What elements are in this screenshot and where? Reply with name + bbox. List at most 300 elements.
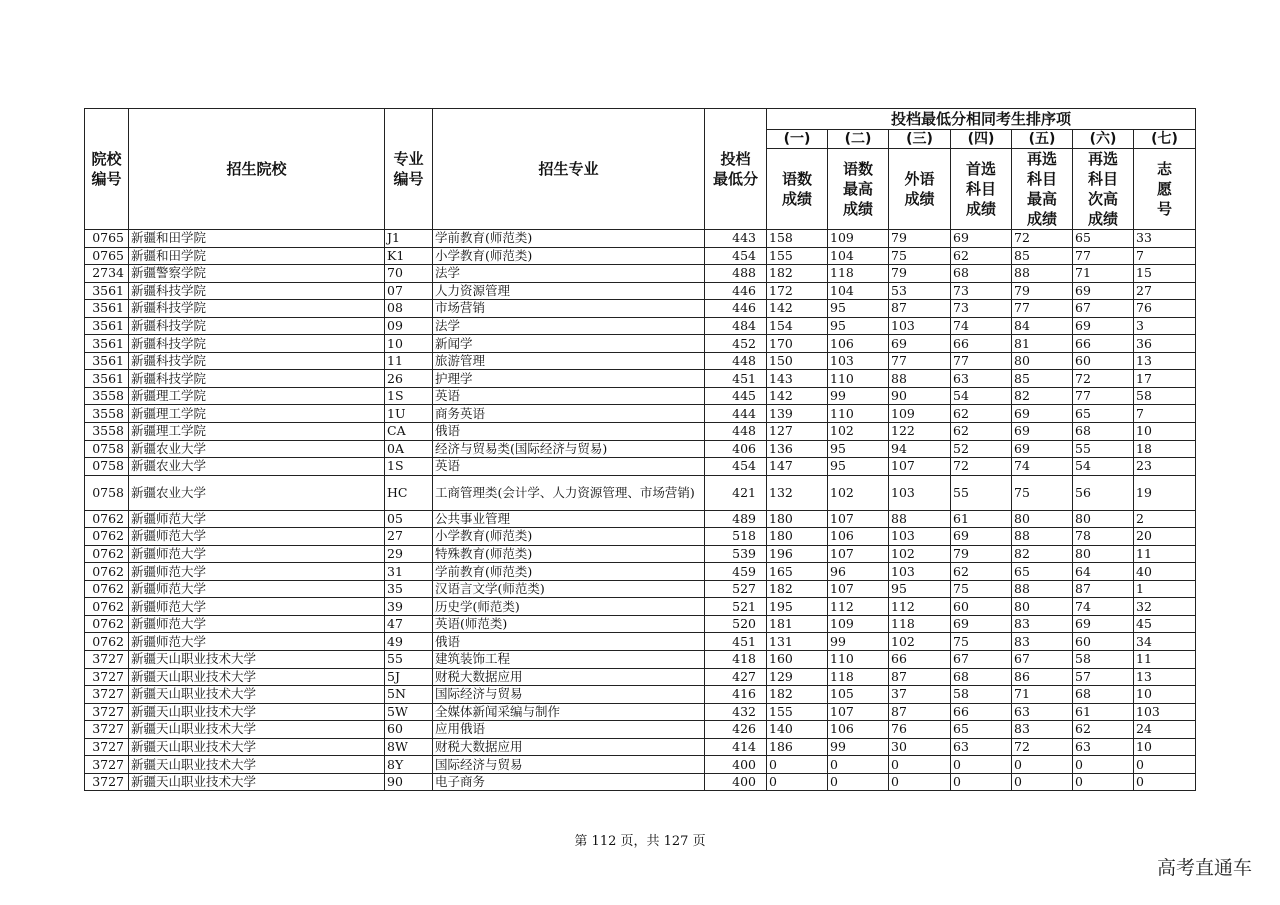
- cell-tiebreak-5: 72: [1012, 738, 1073, 756]
- cell-tiebreak-4: 68: [951, 668, 1012, 686]
- table-row: [85, 721, 1196, 739]
- cell-major-code: 07: [385, 282, 433, 300]
- cell-school-code: 0762: [85, 545, 129, 563]
- cell-tiebreak-5: 67: [1012, 651, 1073, 669]
- table-row: [85, 370, 1196, 388]
- cell-major-name: 汉语言文学(师范类): [433, 580, 705, 598]
- cell-tiebreak-2: 106: [828, 335, 889, 353]
- cell-major-code: 70: [385, 265, 433, 283]
- cell-major-code: 1S: [385, 387, 433, 405]
- cell-major-name: 财税大数据应用: [433, 738, 705, 756]
- table-row: [85, 668, 1196, 686]
- cell-tiebreak-4: 69: [951, 528, 1012, 546]
- table-row: [85, 738, 1196, 756]
- table-row: [85, 247, 1196, 265]
- header-tiebreak-num: (一): [767, 130, 828, 149]
- cell-tiebreak-5: 85: [1012, 247, 1073, 265]
- cell-tiebreak-7: 17: [1134, 370, 1196, 388]
- cell-school-code: 3558: [85, 423, 129, 441]
- table-row: [85, 440, 1196, 458]
- cell-tiebreak-1: 160: [767, 651, 828, 669]
- cell-min-score: 432: [705, 703, 767, 721]
- cell-tiebreak-2: 99: [828, 387, 889, 405]
- cell-major-name: 公共事业管理: [433, 510, 705, 528]
- header-tiebreak-label: 首选 科目 成绩: [951, 149, 1012, 230]
- cell-major-code: 08: [385, 300, 433, 318]
- cell-tiebreak-2: 107: [828, 580, 889, 598]
- cell-min-score: 454: [705, 247, 767, 265]
- cell-tiebreak-7: 58: [1134, 387, 1196, 405]
- cell-tiebreak-5: 84: [1012, 317, 1073, 335]
- cell-tiebreak-5: 82: [1012, 387, 1073, 405]
- cell-tiebreak-2: 99: [828, 633, 889, 651]
- cell-major-code: 35: [385, 580, 433, 598]
- table-row: [85, 458, 1196, 476]
- cell-min-score: 416: [705, 686, 767, 704]
- cell-school-name: 新疆科技学院: [129, 370, 385, 388]
- cell-tiebreak-6: 80: [1073, 545, 1134, 563]
- cell-tiebreak-7: 36: [1134, 335, 1196, 353]
- table-row: [85, 528, 1196, 546]
- cell-school-code: 3561: [85, 300, 129, 318]
- cell-min-score: 443: [705, 230, 767, 248]
- cell-min-score: 520: [705, 615, 767, 633]
- cell-min-score: 427: [705, 668, 767, 686]
- cell-tiebreak-2: 102: [828, 475, 889, 510]
- header-tiebreak-label: 外语 成绩: [889, 149, 951, 230]
- cell-min-score: 421: [705, 475, 767, 510]
- cell-tiebreak-7: 10: [1134, 686, 1196, 704]
- table-row: [85, 545, 1196, 563]
- cell-tiebreak-2: 95: [828, 458, 889, 476]
- cell-tiebreak-4: 77: [951, 352, 1012, 370]
- cell-tiebreak-2: 112: [828, 598, 889, 616]
- cell-tiebreak-6: 68: [1073, 686, 1134, 704]
- cell-major-code: 47: [385, 615, 433, 633]
- cell-tiebreak-5: 65: [1012, 563, 1073, 581]
- cell-tiebreak-3: 76: [889, 721, 951, 739]
- cell-tiebreak-5: 80: [1012, 510, 1073, 528]
- cell-school-code: 3727: [85, 668, 129, 686]
- cell-min-score: 454: [705, 458, 767, 476]
- cell-school-code: 0762: [85, 598, 129, 616]
- cell-major-name: 俄语: [433, 423, 705, 441]
- cell-major-code: J1: [385, 230, 433, 248]
- cell-tiebreak-4: 63: [951, 738, 1012, 756]
- cell-tiebreak-6: 0: [1073, 773, 1134, 791]
- cell-tiebreak-4: 73: [951, 282, 1012, 300]
- cell-school-name: 新疆理工学院: [129, 423, 385, 441]
- cell-school-name: 新疆师范大学: [129, 545, 385, 563]
- cell-tiebreak-7: 19: [1134, 475, 1196, 510]
- cell-tiebreak-1: 129: [767, 668, 828, 686]
- cell-tiebreak-4: 0: [951, 756, 1012, 774]
- cell-tiebreak-7: 0: [1134, 756, 1196, 774]
- cell-major-name: 应用俄语: [433, 721, 705, 739]
- table-row: [85, 265, 1196, 283]
- cell-min-score: 418: [705, 651, 767, 669]
- cell-school-name: 新疆农业大学: [129, 440, 385, 458]
- cell-tiebreak-7: 7: [1134, 405, 1196, 423]
- cell-tiebreak-2: 109: [828, 615, 889, 633]
- cell-tiebreak-4: 65: [951, 721, 1012, 739]
- cell-tiebreak-1: 154: [767, 317, 828, 335]
- cell-tiebreak-1: 182: [767, 265, 828, 283]
- cell-tiebreak-2: 110: [828, 370, 889, 388]
- cell-tiebreak-4: 69: [951, 230, 1012, 248]
- cell-school-code: 0762: [85, 580, 129, 598]
- cell-min-score: 400: [705, 756, 767, 774]
- cell-tiebreak-6: 0: [1073, 756, 1134, 774]
- header-school-name: 招生院校: [129, 109, 385, 230]
- cell-tiebreak-3: 79: [889, 265, 951, 283]
- cell-major-name: 建筑装饰工程: [433, 651, 705, 669]
- cell-tiebreak-3: 88: [889, 510, 951, 528]
- cell-tiebreak-3: 77: [889, 352, 951, 370]
- table-row: [85, 300, 1196, 318]
- cell-school-name: 新疆天山职业技术大学: [129, 721, 385, 739]
- cell-major-name: 国际经济与贸易: [433, 756, 705, 774]
- cell-tiebreak-6: 72: [1073, 370, 1134, 388]
- cell-tiebreak-1: 150: [767, 352, 828, 370]
- cell-min-score: 451: [705, 370, 767, 388]
- cell-tiebreak-3: 53: [889, 282, 951, 300]
- table-row: [85, 773, 1196, 791]
- header-tiebreak-num: (五): [1012, 130, 1073, 149]
- header-major-name: 招生专业: [433, 109, 705, 230]
- table-row: [85, 423, 1196, 441]
- cell-tiebreak-2: 104: [828, 282, 889, 300]
- cell-min-score: 426: [705, 721, 767, 739]
- cell-min-score: 444: [705, 405, 767, 423]
- cell-tiebreak-4: 72: [951, 458, 1012, 476]
- header-tiebreak-label: 再选 科目 次高 成绩: [1073, 149, 1134, 230]
- header-tiebreak-label: 再选 科目 最高 成绩: [1012, 149, 1073, 230]
- cell-tiebreak-7: 76: [1134, 300, 1196, 318]
- cell-major-code: HC: [385, 475, 433, 510]
- cell-tiebreak-4: 62: [951, 563, 1012, 581]
- cell-major-code: 8Y: [385, 756, 433, 774]
- cell-min-score: 459: [705, 563, 767, 581]
- cell-min-score: 451: [705, 633, 767, 651]
- cell-school-code: 0765: [85, 230, 129, 248]
- cell-major-name: 小学教育(师范类): [433, 247, 705, 265]
- cell-tiebreak-5: 79: [1012, 282, 1073, 300]
- table-row: [85, 651, 1196, 669]
- cell-major-code: 26: [385, 370, 433, 388]
- cell-tiebreak-6: 66: [1073, 335, 1134, 353]
- cell-tiebreak-5: 83: [1012, 615, 1073, 633]
- cell-school-code: 3727: [85, 703, 129, 721]
- header-tiebreak-num: (二): [828, 130, 889, 149]
- cell-school-code: 0758: [85, 458, 129, 476]
- cell-tiebreak-3: 79: [889, 230, 951, 248]
- cell-tiebreak-3: 103: [889, 528, 951, 546]
- cell-major-name: 电子商务: [433, 773, 705, 791]
- cell-school-code: 0762: [85, 615, 129, 633]
- cell-major-code: 5N: [385, 686, 433, 704]
- cell-tiebreak-3: 112: [889, 598, 951, 616]
- cell-tiebreak-5: 83: [1012, 633, 1073, 651]
- cell-tiebreak-5: 82: [1012, 545, 1073, 563]
- cell-major-name: 法学: [433, 317, 705, 335]
- cell-tiebreak-1: 140: [767, 721, 828, 739]
- cell-school-name: 新疆天山职业技术大学: [129, 738, 385, 756]
- cell-major-name: 特殊教育(师范类): [433, 545, 705, 563]
- cell-tiebreak-7: 18: [1134, 440, 1196, 458]
- cell-min-score: 446: [705, 300, 767, 318]
- cell-tiebreak-1: 155: [767, 703, 828, 721]
- cell-tiebreak-3: 90: [889, 387, 951, 405]
- cell-school-name: 新疆师范大学: [129, 598, 385, 616]
- table-row: [85, 686, 1196, 704]
- cell-tiebreak-3: 107: [889, 458, 951, 476]
- cell-school-name: 新疆科技学院: [129, 317, 385, 335]
- cell-tiebreak-2: 96: [828, 563, 889, 581]
- cell-major-name: 经济与贸易类(国际经济与贸易): [433, 440, 705, 458]
- cell-school-name: 新疆师范大学: [129, 528, 385, 546]
- cell-min-score: 488: [705, 265, 767, 283]
- cell-tiebreak-1: 195: [767, 598, 828, 616]
- cell-tiebreak-1: 181: [767, 615, 828, 633]
- table-row: [85, 335, 1196, 353]
- cell-tiebreak-1: 0: [767, 756, 828, 774]
- cell-school-code: 3727: [85, 773, 129, 791]
- cell-school-name: 新疆科技学院: [129, 300, 385, 318]
- cell-tiebreak-1: 182: [767, 580, 828, 598]
- cell-tiebreak-5: 75: [1012, 475, 1073, 510]
- cell-school-name: 新疆天山职业技术大学: [129, 651, 385, 669]
- table-row: [85, 633, 1196, 651]
- cell-tiebreak-2: 0: [828, 756, 889, 774]
- cell-school-name: 新疆师范大学: [129, 615, 385, 633]
- cell-school-name: 新疆警察学院: [129, 265, 385, 283]
- cell-school-name: 新疆天山职业技术大学: [129, 668, 385, 686]
- cell-tiebreak-4: 73: [951, 300, 1012, 318]
- cell-major-name: 小学教育(师范类): [433, 528, 705, 546]
- cell-major-code: 90: [385, 773, 433, 791]
- cell-tiebreak-6: 56: [1073, 475, 1134, 510]
- cell-min-score: 484: [705, 317, 767, 335]
- cell-school-name: 新疆师范大学: [129, 633, 385, 651]
- cell-major-code: 05: [385, 510, 433, 528]
- cell-tiebreak-2: 118: [828, 668, 889, 686]
- table-row: [85, 230, 1196, 248]
- cell-tiebreak-6: 80: [1073, 510, 1134, 528]
- cell-school-code: 3561: [85, 352, 129, 370]
- cell-tiebreak-5: 80: [1012, 598, 1073, 616]
- admission-score-table: [84, 108, 1196, 791]
- cell-tiebreak-7: 7: [1134, 247, 1196, 265]
- cell-tiebreak-2: 105: [828, 686, 889, 704]
- cell-major-code: 31: [385, 563, 433, 581]
- cell-school-code: 2734: [85, 265, 129, 283]
- cell-major-code: 60: [385, 721, 433, 739]
- cell-school-code: 3558: [85, 387, 129, 405]
- cell-tiebreak-5: 63: [1012, 703, 1073, 721]
- cell-tiebreak-4: 60: [951, 598, 1012, 616]
- cell-major-name: 国际经济与贸易: [433, 686, 705, 704]
- cell-tiebreak-4: 58: [951, 686, 1012, 704]
- cell-tiebreak-6: 54: [1073, 458, 1134, 476]
- cell-min-score: 521: [705, 598, 767, 616]
- cell-tiebreak-6: 77: [1073, 247, 1134, 265]
- cell-tiebreak-3: 0: [889, 773, 951, 791]
- cell-tiebreak-7: 10: [1134, 423, 1196, 441]
- cell-tiebreak-3: 103: [889, 317, 951, 335]
- cell-tiebreak-6: 69: [1073, 317, 1134, 335]
- header-tiebreak-num: (七): [1134, 130, 1196, 149]
- cell-school-name: 新疆师范大学: [129, 580, 385, 598]
- cell-tiebreak-3: 94: [889, 440, 951, 458]
- table-row: [85, 387, 1196, 405]
- cell-tiebreak-6: 60: [1073, 352, 1134, 370]
- cell-tiebreak-1: 165: [767, 563, 828, 581]
- cell-tiebreak-7: 103: [1134, 703, 1196, 721]
- cell-tiebreak-6: 60: [1073, 633, 1134, 651]
- cell-tiebreak-7: 33: [1134, 230, 1196, 248]
- cell-school-name: 新疆天山职业技术大学: [129, 773, 385, 791]
- table-row: [85, 563, 1196, 581]
- cell-min-score: 518: [705, 528, 767, 546]
- cell-min-score: 446: [705, 282, 767, 300]
- cell-school-name: 新疆科技学院: [129, 352, 385, 370]
- cell-tiebreak-2: 95: [828, 317, 889, 335]
- cell-tiebreak-6: 71: [1073, 265, 1134, 283]
- cell-tiebreak-6: 55: [1073, 440, 1134, 458]
- cell-tiebreak-6: 77: [1073, 387, 1134, 405]
- cell-major-name: 商务英语: [433, 405, 705, 423]
- cell-tiebreak-4: 63: [951, 370, 1012, 388]
- cell-tiebreak-7: 40: [1134, 563, 1196, 581]
- cell-tiebreak-7: 11: [1134, 545, 1196, 563]
- cell-school-code: 0765: [85, 247, 129, 265]
- cell-school-code: 3727: [85, 721, 129, 739]
- cell-tiebreak-7: 2: [1134, 510, 1196, 528]
- cell-school-code: 3727: [85, 756, 129, 774]
- cell-tiebreak-7: 15: [1134, 265, 1196, 283]
- cell-tiebreak-6: 65: [1073, 230, 1134, 248]
- cell-tiebreak-1: 155: [767, 247, 828, 265]
- cell-tiebreak-2: 107: [828, 545, 889, 563]
- cell-tiebreak-6: 78: [1073, 528, 1134, 546]
- cell-tiebreak-5: 88: [1012, 528, 1073, 546]
- cell-tiebreak-4: 68: [951, 265, 1012, 283]
- cell-tiebreak-3: 87: [889, 703, 951, 721]
- header-tiebreak-label: 语数 最高 成绩: [828, 149, 889, 230]
- cell-tiebreak-7: 23: [1134, 458, 1196, 476]
- cell-tiebreak-2: 107: [828, 510, 889, 528]
- cell-major-name: 英语: [433, 387, 705, 405]
- cell-tiebreak-4: 67: [951, 651, 1012, 669]
- table-row: [85, 405, 1196, 423]
- cell-major-code: CA: [385, 423, 433, 441]
- cell-tiebreak-7: 27: [1134, 282, 1196, 300]
- cell-tiebreak-1: 170: [767, 335, 828, 353]
- header-tiebreak-num: (三): [889, 130, 951, 149]
- cell-major-name: 旅游管理: [433, 352, 705, 370]
- cell-school-code: 0762: [85, 510, 129, 528]
- cell-tiebreak-4: 62: [951, 405, 1012, 423]
- cell-tiebreak-1: 143: [767, 370, 828, 388]
- cell-major-name: 护理学: [433, 370, 705, 388]
- cell-tiebreak-3: 103: [889, 475, 951, 510]
- cell-major-code: 5J: [385, 668, 433, 686]
- cell-school-name: 新疆农业大学: [129, 475, 385, 510]
- cell-tiebreak-5: 88: [1012, 580, 1073, 598]
- cell-school-code: 0762: [85, 633, 129, 651]
- cell-tiebreak-6: 87: [1073, 580, 1134, 598]
- cell-tiebreak-1: 136: [767, 440, 828, 458]
- cell-major-code: K1: [385, 247, 433, 265]
- cell-major-name: 学前教育(师范类): [433, 230, 705, 248]
- cell-tiebreak-6: 58: [1073, 651, 1134, 669]
- table-row: [85, 615, 1196, 633]
- cell-tiebreak-7: 1: [1134, 580, 1196, 598]
- watermark-logo-text: 高考直通车: [1156, 857, 1252, 879]
- cell-min-score: 448: [705, 352, 767, 370]
- cell-tiebreak-5: 80: [1012, 352, 1073, 370]
- cell-tiebreak-5: 81: [1012, 335, 1073, 353]
- cell-tiebreak-3: 118: [889, 615, 951, 633]
- cell-major-code: 09: [385, 317, 433, 335]
- cell-tiebreak-2: 104: [828, 247, 889, 265]
- cell-tiebreak-2: 118: [828, 265, 889, 283]
- cell-tiebreak-3: 75: [889, 247, 951, 265]
- cell-tiebreak-4: 55: [951, 475, 1012, 510]
- header-tiebreak-label: 志 愿 号: [1134, 149, 1196, 230]
- cell-tiebreak-3: 30: [889, 738, 951, 756]
- cell-tiebreak-5: 83: [1012, 721, 1073, 739]
- cell-tiebreak-3: 102: [889, 545, 951, 563]
- cell-major-code: 11: [385, 352, 433, 370]
- cell-major-name: 新闻学: [433, 335, 705, 353]
- cell-tiebreak-5: 77: [1012, 300, 1073, 318]
- table-row: [85, 703, 1196, 721]
- cell-school-code: 3561: [85, 370, 129, 388]
- table-row: [85, 317, 1196, 335]
- cell-major-code: 29: [385, 545, 433, 563]
- cell-tiebreak-4: 75: [951, 633, 1012, 651]
- cell-tiebreak-1: 186: [767, 738, 828, 756]
- cell-major-name: 财税大数据应用: [433, 668, 705, 686]
- cell-school-name: 新疆农业大学: [129, 458, 385, 476]
- cell-tiebreak-7: 0: [1134, 773, 1196, 791]
- cell-tiebreak-2: 106: [828, 721, 889, 739]
- cell-school-name: 新疆天山职业技术大学: [129, 703, 385, 721]
- cell-tiebreak-5: 0: [1012, 773, 1073, 791]
- cell-major-name: 历史学(师范类): [433, 598, 705, 616]
- cell-tiebreak-4: 0: [951, 773, 1012, 791]
- cell-tiebreak-6: 69: [1073, 282, 1134, 300]
- cell-major-name: 工商管理类(会计学、人力资源管理、市场营销): [433, 475, 705, 510]
- cell-tiebreak-5: 69: [1012, 405, 1073, 423]
- cell-tiebreak-1: 172: [767, 282, 828, 300]
- cell-tiebreak-1: 132: [767, 475, 828, 510]
- cell-tiebreak-2: 99: [828, 738, 889, 756]
- cell-tiebreak-5: 72: [1012, 230, 1073, 248]
- cell-school-code: 3727: [85, 738, 129, 756]
- cell-tiebreak-7: 3: [1134, 317, 1196, 335]
- cell-school-name: 新疆天山职业技术大学: [129, 686, 385, 704]
- cell-tiebreak-1: 131: [767, 633, 828, 651]
- header-min-score: 投档 最低分: [705, 109, 767, 230]
- cell-tiebreak-5: 85: [1012, 370, 1073, 388]
- header-tiebreak-label: 语数 成绩: [767, 149, 828, 230]
- cell-tiebreak-2: 110: [828, 405, 889, 423]
- cell-major-name: 英语: [433, 458, 705, 476]
- cell-tiebreak-2: 102: [828, 423, 889, 441]
